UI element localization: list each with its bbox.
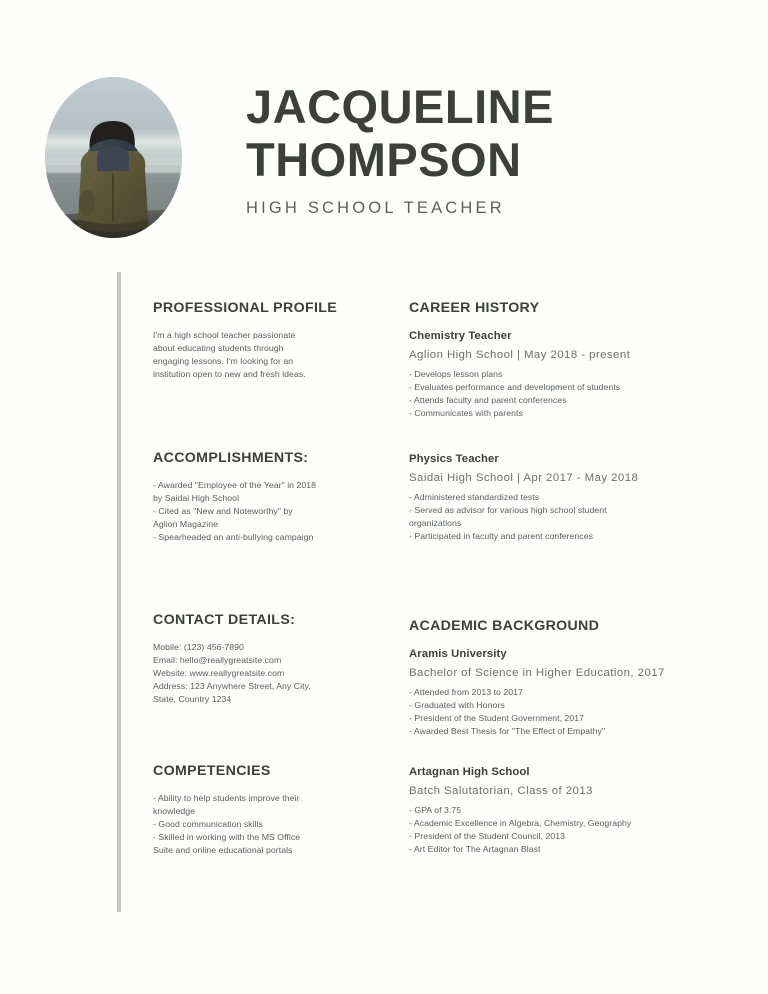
section-career-history (409, 300, 709, 420)
contact-details-heading: CONTACT DETAILS: (153, 612, 296, 628)
accomplishment-line: by Saidai High School (153, 493, 240, 504)
career-job-bullets (409, 368, 709, 420)
academic-entry (409, 647, 709, 738)
name-block (246, 80, 746, 218)
career-bullet: - Attends faculty and parent conferences (409, 395, 567, 406)
portrait-photo-illustration (45, 77, 182, 238)
professional-profile-body (153, 329, 378, 381)
competency-line: - Skilled in working with the MS Office (153, 832, 301, 843)
profile-photo (45, 77, 182, 238)
competency-line: Suite and online educational portals (153, 845, 293, 856)
career-job-org: Aglion High School | May 2018 - present (409, 349, 631, 361)
profile-line: institution open to new and fresh ideas. (153, 369, 306, 380)
competency-line: knowledge (153, 806, 195, 817)
competencies-body (153, 792, 378, 857)
accomplishment-line: Aglion Magazine (153, 519, 218, 530)
career-job-bullets (409, 491, 709, 543)
academic-degree: Batch Salutatorian, Class of 2013 (409, 785, 593, 797)
academic-bullet: - GPA of 3.75 (409, 805, 462, 815)
career-bullet: - Communicates with parents (409, 408, 523, 419)
career-job-title: Physics Teacher (409, 453, 499, 465)
section-professional-profile (153, 300, 378, 381)
academic-school-name: Aramis University (409, 648, 507, 660)
career-history-heading: CAREER HISTORY (409, 300, 540, 316)
career-job-org: Saidai High School | Apr 2017 - May 2018 (409, 472, 639, 484)
profile-line: about educating students through (153, 343, 284, 354)
section-accomplishments (153, 450, 378, 544)
competencies-heading: COMPETENCIES (153, 763, 271, 779)
career-entry-physics (409, 452, 709, 543)
contact-address: Address: 123 Anywhere Street, Any City, (153, 681, 311, 692)
contact-email: Email: hello@reallygreatsite.com (153, 655, 282, 666)
accomplishment-line: - Cited as "New and Noteworthy" by (153, 506, 293, 517)
academic-background-heading: ACADEMIC BACKGROUND (409, 618, 600, 634)
competency-line: - Good communication skills (153, 819, 263, 830)
vertical-divider (117, 272, 121, 912)
academic-bullets (409, 804, 709, 856)
section-competencies (153, 763, 378, 857)
section-contact-details (153, 612, 378, 706)
academic-entry (409, 765, 709, 856)
contact-mobile: Mobile: (123) 456-7890 (153, 642, 244, 652)
profile-line: engaging lessons. I'm looking for an (153, 356, 294, 367)
first-name: JACQUELINE (246, 80, 554, 133)
career-bullet: - Develops lesson plans (409, 369, 503, 379)
academic-bullet: - Awarded Best Thesis for "The Effect of Empathy" (409, 726, 605, 737)
academic-school-name: Artagnan High School (409, 766, 530, 778)
career-bullet: - Served as advisor for various high school student (409, 505, 607, 516)
last-name: THOMPSON (246, 133, 522, 186)
career-bullet: - Evaluates performance and development of students (409, 382, 621, 393)
career-entry (409, 452, 709, 543)
academic-bullet: - Graduated with Honors (409, 700, 505, 711)
academic-degree: Bachelor of Science in Higher Education, 2017 (409, 667, 665, 679)
career-bullet: organizations (409, 518, 462, 529)
academic-bullet: - President of the Student Government, 2017 (409, 713, 585, 724)
accomplishment-line: - Spearheaded an anti-bullying campaign (153, 532, 314, 543)
accomplishment-line: - Awarded "Employee of the Year" in 2018 (153, 480, 317, 490)
profile-line: I'm a high school teacher passionate (153, 330, 296, 340)
career-entry (409, 329, 709, 420)
academic-bullet: - Art Editor for The Artagnan Blast (409, 844, 541, 855)
accomplishments-body (153, 479, 378, 544)
career-bullet: - Administered standardized tests (409, 492, 540, 502)
career-bullet: - Participated in faculty and parent conferences (409, 531, 593, 542)
accomplishments-heading: ACCOMPLISHMENTS: (153, 450, 309, 466)
academic-bullet: - President of the Student Council, 2013 (409, 831, 566, 842)
resume-header (0, 0, 768, 265)
contact-address: State, Country 1234 (153, 694, 232, 705)
academic-entry-highschool (409, 765, 709, 856)
competency-line: - Ability to help students improve their (153, 793, 300, 803)
academic-bullets (409, 686, 709, 738)
contact-website: Website: www.reallygreatsite.com (153, 668, 285, 679)
section-academic-background (409, 618, 709, 738)
academic-bullet: - Academic Excellence in Algebra, Chemistry, Geography (409, 818, 632, 829)
career-job-title: Chemistry Teacher (409, 330, 512, 342)
professional-profile-heading: PROFESSIONAL PROFILE (153, 300, 338, 316)
academic-bullet: - Attended from 2013 to 2017 (409, 687, 523, 697)
contact-details-body (153, 641, 378, 706)
job-role-subtitle: HIGH SCHOOL TEACHER (246, 199, 505, 217)
